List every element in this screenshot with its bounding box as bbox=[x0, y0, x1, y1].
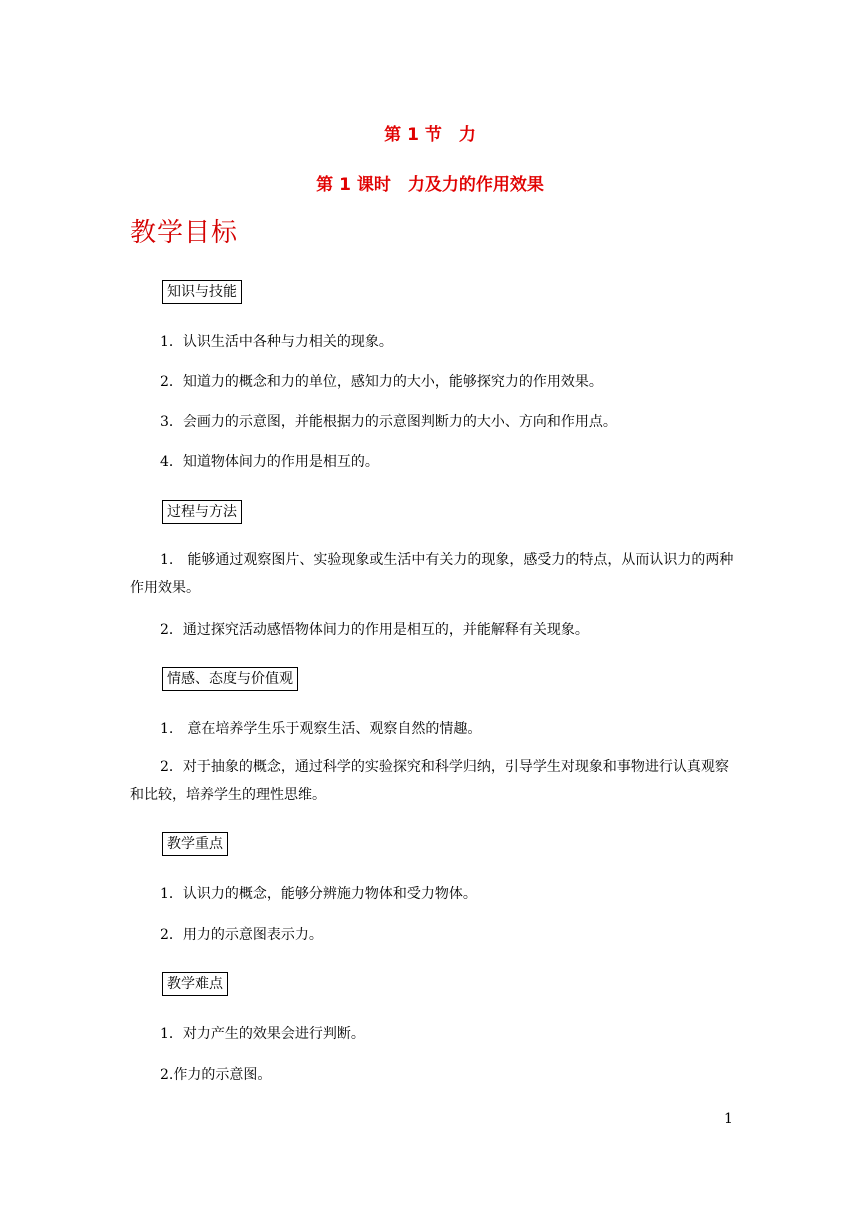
process-method-label: 过程与方法 bbox=[162, 500, 242, 524]
lesson-title: 第 1 课时 力及力的作用效果 bbox=[316, 175, 544, 195]
attitude-item: 2．对于抽象的概念，通过科学的实验探究和科学归纳，引导学生对现象和事物进行认真观察和比较，培养学生的理性思维。 bbox=[130, 759, 729, 803]
process-item: 1. 能够通过观察图片、实验现象或生活中有关力的现象，感受力的特点，从而认识力的两种作用效果。 bbox=[130, 552, 734, 596]
knowledge-item: 2．知道力的概念和力的单位，感知力的大小，能够探究力的作用效果。 bbox=[160, 374, 603, 390]
key-points-label: 教学重点 bbox=[162, 832, 228, 856]
key-point-item: 2．用力的示意图表示力。 bbox=[160, 927, 323, 943]
goals-heading: 教学目标 bbox=[130, 218, 239, 248]
difficulties-label: 教学难点 bbox=[162, 972, 228, 996]
attitude-item: 1. 意在培养学生乐于观察生活、观察自然的情趣。 bbox=[160, 721, 482, 737]
knowledge-item: 4．知道物体间力的作用是相互的。 bbox=[160, 454, 379, 470]
difficulty-item: 1．对力产生的效果会进行判断。 bbox=[160, 1026, 365, 1042]
key-point-item: 1．认识力的概念，能够分辨施力物体和受力物体。 bbox=[160, 886, 477, 902]
page-number: 1 bbox=[724, 1111, 733, 1127]
knowledge-item: 1．认识生活中各种与力相关的现象。 bbox=[160, 334, 393, 350]
section-title: 第 1 节 力 bbox=[384, 125, 476, 145]
knowledge-skills-label: 知识与技能 bbox=[162, 280, 242, 304]
attitude-values-label: 情感、态度与价值观 bbox=[162, 667, 298, 691]
knowledge-item: 3．会画力的示意图，并能根据力的示意图判断力的大小、方向和作用点。 bbox=[160, 414, 617, 430]
difficulty-item: 2.作力的示意图。 bbox=[160, 1067, 272, 1083]
process-item: 2．通过探究活动感悟物体间力的作用是相互的，并能解释有关现象。 bbox=[160, 622, 589, 638]
